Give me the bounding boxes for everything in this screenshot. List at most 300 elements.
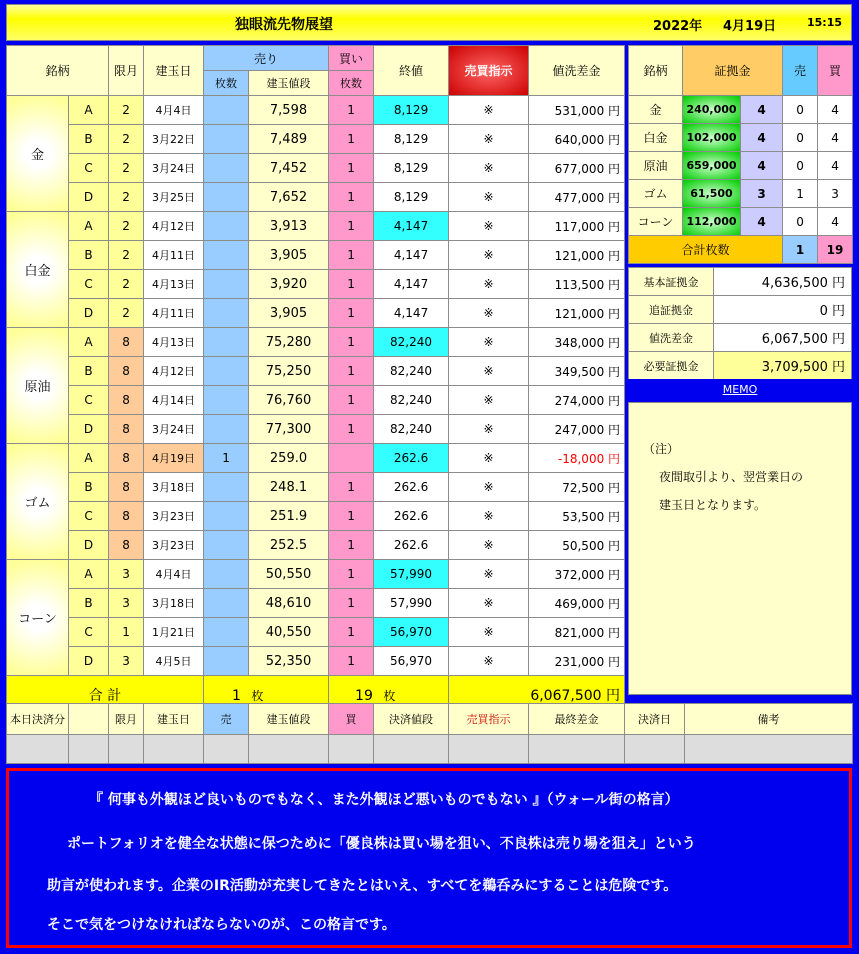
row-month: 8 (109, 386, 144, 415)
col-entry-price: 建玉値段 (249, 71, 329, 96)
row-buy-count: 1 (329, 125, 374, 154)
row-buy-count: 1 (329, 270, 374, 299)
row-sell-count: 1 (204, 444, 249, 473)
row-sell-count (204, 270, 249, 299)
row-diff: 677,000 円 (529, 154, 625, 183)
row-command: ※ (449, 125, 529, 154)
row-sell-count (204, 647, 249, 676)
table-row (7, 212, 625, 241)
header-year: 2022年 (653, 19, 703, 34)
side-buy: 4 (818, 96, 853, 124)
side-name: ゴム (629, 180, 683, 208)
row-label: C (69, 386, 109, 415)
col-date: 建玉日 (144, 46, 204, 96)
row-label: D (69, 415, 109, 444)
row-command: ※ (449, 357, 529, 386)
table-row (7, 589, 625, 618)
memo-line-1: （注） (643, 442, 680, 456)
row-close: 8,129 (374, 96, 449, 125)
side-cert: 240,000 (683, 96, 741, 124)
row-month: 2 (109, 270, 144, 299)
row-month: 8 (109, 473, 144, 502)
settle-header: 売 (204, 704, 249, 735)
row-entry-price: 40,550 (249, 618, 329, 647)
side-total-label: 合計枚数 (629, 236, 783, 264)
row-entry-price: 52,350 (249, 647, 329, 676)
row-entry-price: 259.0 (249, 444, 329, 473)
side-count: 3 (741, 180, 783, 208)
row-sell-count (204, 560, 249, 589)
row-close: 262.6 (374, 473, 449, 502)
row-buy-count: 1 (329, 531, 374, 560)
row-month: 2 (109, 241, 144, 270)
row-date: 3月23日 (144, 531, 204, 560)
row-buy-count: 1 (329, 473, 374, 502)
table-row (7, 241, 625, 270)
row-diff: 53,500 円 (529, 502, 625, 531)
row-buy-count (329, 444, 374, 473)
summary-table (628, 267, 852, 380)
settle-empty-cell (329, 735, 374, 764)
row-command: ※ (449, 96, 529, 125)
row-buy-count: 1 (329, 328, 374, 357)
totals-sell-unit: 枚 (251, 688, 264, 703)
summary-label: 基本証拠金 (629, 268, 714, 296)
settle-empty-cell (144, 735, 204, 764)
settle-empty-cell (204, 735, 249, 764)
table-row (7, 444, 625, 473)
row-entry-price: 7,452 (249, 154, 329, 183)
row-diff: 640,000 円 (529, 125, 625, 154)
side-count: 4 (741, 124, 783, 152)
row-month: 3 (109, 589, 144, 618)
row-close: 8,129 (374, 183, 449, 212)
row-label: B (69, 357, 109, 386)
settle-header: 決済日 (625, 704, 685, 735)
row-date: 3月22日 (144, 125, 204, 154)
settle-header: 建玉値段 (249, 704, 329, 735)
row-sell-count (204, 531, 249, 560)
table-row (7, 618, 625, 647)
row-buy-count: 1 (329, 502, 374, 531)
col-buy: 買い (329, 46, 374, 71)
side-name: 金 (629, 96, 683, 124)
row-close: 4,147 (374, 270, 449, 299)
row-sell-count (204, 299, 249, 328)
row-label: A (69, 212, 109, 241)
row-diff: 247,000 円 (529, 415, 625, 444)
row-buy-count: 1 (329, 415, 374, 444)
settle-empty-cell (374, 735, 449, 764)
row-sell-count (204, 241, 249, 270)
margin-table (628, 45, 853, 264)
settle-header: 建玉日 (144, 704, 204, 735)
summary-row (629, 296, 852, 324)
row-month: 8 (109, 531, 144, 560)
side-sell: 0 (783, 124, 818, 152)
row-diff: 348,000 円 (529, 328, 625, 357)
row-sell-count (204, 502, 249, 531)
row-buy-count: 1 (329, 299, 374, 328)
row-buy-count: 1 (329, 386, 374, 415)
row-entry-price: 252.5 (249, 531, 329, 560)
row-sell-count (204, 415, 249, 444)
row-entry-price: 3,905 (249, 299, 329, 328)
row-command: ※ (449, 183, 529, 212)
row-date: 4月13日 (144, 328, 204, 357)
table-row (7, 560, 625, 589)
table-row (7, 647, 625, 676)
row-diff: 231,000 円 (529, 647, 625, 676)
row-close: 56,970 (374, 647, 449, 676)
row-date: 4月19日 (144, 444, 204, 473)
memo-link[interactable]: MEMO (628, 379, 852, 401)
quote-line-4: そこで気をつけなければならないのが、この格言です。 (47, 917, 396, 933)
row-command: ※ (449, 328, 529, 357)
row-date: 3月24日 (144, 154, 204, 183)
side-name: 原油 (629, 152, 683, 180)
row-buy-count: 1 (329, 589, 374, 618)
row-close: 56,970 (374, 618, 449, 647)
row-entry-price: 77,300 (249, 415, 329, 444)
quote-line-2: ポートフォリオを健全な状態に保つために「優良株は買い場を狙い、不良株は売り場を狙え」という (67, 836, 696, 852)
memo-line-3: 建玉日となります。 (659, 498, 767, 512)
row-date: 1月21日 (144, 618, 204, 647)
settle-empty-cell (109, 735, 144, 764)
col-diff: 値洗差金 (529, 46, 625, 96)
table-row (7, 270, 625, 299)
summary-row (629, 268, 852, 296)
summary-value: 6,067,500 円 (714, 324, 852, 352)
row-label: C (69, 502, 109, 531)
settle-header: 備考 (685, 704, 853, 735)
row-diff: 121,000 円 (529, 299, 625, 328)
summary-value: 3,709,500 円 (714, 352, 852, 380)
row-diff: 372,000 円 (529, 560, 625, 589)
settle-header: 本日決済分 (7, 704, 69, 735)
side-col-cert: 証拠金 (683, 46, 783, 96)
row-date: 3月24日 (144, 415, 204, 444)
row-date: 4月4日 (144, 560, 204, 589)
col-buy-count: 枚数 (329, 71, 374, 96)
header-date: 4月19日 (723, 19, 777, 34)
settle-empty-cell (7, 735, 69, 764)
row-buy-count: 1 (329, 183, 374, 212)
row-sell-count (204, 357, 249, 386)
row-close: 4,147 (374, 212, 449, 241)
side-name: コーン (629, 208, 683, 236)
row-diff: 477,000 円 (529, 183, 625, 212)
table-row (7, 386, 625, 415)
page-title: 独眼流先物展望 (235, 17, 333, 33)
side-sell: 1 (783, 180, 818, 208)
row-diff: 113,500 円 (529, 270, 625, 299)
row-buy-count: 1 (329, 647, 374, 676)
row-buy-count: 1 (329, 618, 374, 647)
side-row (629, 96, 853, 124)
table-row (7, 125, 625, 154)
row-label: B (69, 473, 109, 502)
table-row (7, 96, 625, 125)
row-buy-count: 1 (329, 96, 374, 125)
settle-header: 買 (329, 704, 374, 735)
row-date: 3月18日 (144, 589, 204, 618)
side-total-sell: 1 (783, 236, 818, 264)
row-diff: 72,500 円 (529, 473, 625, 502)
side-buy: 4 (818, 152, 853, 180)
summary-row (629, 352, 852, 380)
row-label: A (69, 328, 109, 357)
commodity-name: ゴム (7, 444, 69, 560)
col-close: 終値 (374, 46, 449, 96)
commodity-name: 白金 (7, 212, 69, 328)
row-sell-count (204, 212, 249, 241)
settle-empty-cell (625, 735, 685, 764)
col-month: 限月 (109, 46, 144, 96)
row-month: 2 (109, 299, 144, 328)
row-command: ※ (449, 589, 529, 618)
commodity-name: コーン (7, 560, 69, 676)
row-label: A (69, 96, 109, 125)
row-date: 3月18日 (144, 473, 204, 502)
row-command: ※ (449, 531, 529, 560)
row-diff: 121,000 円 (529, 241, 625, 270)
side-buy: 4 (818, 124, 853, 152)
settle-header: 最終差金 (529, 704, 625, 735)
summary-row (629, 324, 852, 352)
row-entry-price: 76,760 (249, 386, 329, 415)
settle-empty-cell (249, 735, 329, 764)
row-entry-price: 3,913 (249, 212, 329, 241)
row-label: D (69, 647, 109, 676)
row-sell-count (204, 154, 249, 183)
row-entry-price: 48,610 (249, 589, 329, 618)
row-command: ※ (449, 560, 529, 589)
row-command: ※ (449, 444, 529, 473)
row-diff: 50,500 円 (529, 531, 625, 560)
side-sell: 0 (783, 96, 818, 124)
row-entry-price: 75,250 (249, 357, 329, 386)
settle-header: 決済値段 (374, 704, 449, 735)
row-command: ※ (449, 415, 529, 444)
row-sell-count (204, 386, 249, 415)
side-buy: 3 (818, 180, 853, 208)
title-bar (6, 4, 852, 41)
row-entry-price: 3,920 (249, 270, 329, 299)
row-label: C (69, 154, 109, 183)
totals-label: 合 計 (7, 676, 204, 715)
quote-box (6, 768, 852, 948)
col-sell-count: 枚数 (204, 71, 249, 96)
row-command: ※ (449, 386, 529, 415)
row-close: 82,240 (374, 328, 449, 357)
row-sell-count (204, 125, 249, 154)
side-cert: 112,000 (683, 208, 741, 236)
row-diff: 531,000 円 (529, 96, 625, 125)
summary-label: 値洗差金 (629, 324, 714, 352)
side-cert: 61,500 (683, 180, 741, 208)
settlement-table (6, 703, 853, 764)
memo-box (628, 402, 852, 695)
row-close: 262.6 (374, 444, 449, 473)
row-month: 2 (109, 125, 144, 154)
row-entry-price: 50,550 (249, 560, 329, 589)
row-month: 1 (109, 618, 144, 647)
side-row (629, 152, 853, 180)
table-row (7, 328, 625, 357)
row-close: 262.6 (374, 502, 449, 531)
row-label: D (69, 531, 109, 560)
row-date: 3月25日 (144, 183, 204, 212)
side-count: 4 (741, 152, 783, 180)
row-entry-price: 7,652 (249, 183, 329, 212)
row-command: ※ (449, 154, 529, 183)
row-close: 262.6 (374, 531, 449, 560)
row-sell-count (204, 183, 249, 212)
row-month: 8 (109, 357, 144, 386)
row-sell-count (204, 328, 249, 357)
row-buy-count: 1 (329, 241, 374, 270)
row-close: 57,990 (374, 560, 449, 589)
row-entry-price: 3,905 (249, 241, 329, 270)
row-month: 2 (109, 154, 144, 183)
side-name: 白金 (629, 124, 683, 152)
side-total-buy: 19 (818, 236, 853, 264)
row-buy-count: 1 (329, 357, 374, 386)
row-label: D (69, 183, 109, 212)
row-month: 3 (109, 647, 144, 676)
summary-value: 0 円 (714, 296, 852, 324)
row-close: 4,147 (374, 241, 449, 270)
row-buy-count: 1 (329, 154, 374, 183)
row-date: 3月23日 (144, 502, 204, 531)
side-cert: 102,000 (683, 124, 741, 152)
row-diff: 349,500 円 (529, 357, 625, 386)
col-command: 売買指示 (449, 46, 529, 96)
row-label: C (69, 618, 109, 647)
table-row (7, 183, 625, 212)
quote-line-1: 『 何事も外観ほど良いものでもなく、また外観ほど悪いものでもない 』（ウォール街の格言） (89, 792, 679, 808)
settle-header: 限月 (109, 704, 144, 735)
row-diff: -18,000 円 (529, 444, 625, 473)
totals-diff: 6,067,500 円 (449, 676, 625, 715)
row-entry-price: 7,489 (249, 125, 329, 154)
settle-header: 売買指示 (449, 704, 529, 735)
row-label: A (69, 560, 109, 589)
settle-empty-cell (685, 735, 853, 764)
side-row (629, 180, 853, 208)
row-close: 82,240 (374, 357, 449, 386)
row-close: 8,129 (374, 125, 449, 154)
row-buy-count: 1 (329, 212, 374, 241)
totals-buy-count: 19 (355, 687, 373, 704)
row-month: 8 (109, 502, 144, 531)
summary-label: 必要証拠金 (629, 352, 714, 380)
side-col-name: 銘柄 (629, 46, 683, 96)
row-date: 4月12日 (144, 212, 204, 241)
row-date: 4月4日 (144, 96, 204, 125)
settle-header (69, 704, 109, 735)
commodity-name: 金 (7, 96, 69, 212)
row-buy-count: 1 (329, 560, 374, 589)
table-row (7, 473, 625, 502)
row-label: B (69, 241, 109, 270)
side-row (629, 124, 853, 152)
row-sell-count (204, 589, 249, 618)
table-row (7, 299, 625, 328)
row-entry-price: 251.9 (249, 502, 329, 531)
row-label: D (69, 299, 109, 328)
row-date: 4月11日 (144, 299, 204, 328)
row-sell-count (204, 473, 249, 502)
side-total-row (629, 236, 853, 264)
row-month: 8 (109, 444, 144, 473)
side-sell: 0 (783, 208, 818, 236)
totals-sell-count: 1 (232, 687, 241, 704)
side-buy: 4 (818, 208, 853, 236)
summary-label: 追証拠金 (629, 296, 714, 324)
quote-line-3: 助言が使われます。企業のIR活動が充実してきたとはいえ、すべてを鵜呑みにすることは危険です。 (47, 878, 678, 894)
col-sell: 売り (204, 46, 329, 71)
row-entry-price: 7,598 (249, 96, 329, 125)
row-close: 8,129 (374, 154, 449, 183)
summary-value: 4,636,500 円 (714, 268, 852, 296)
row-diff: 469,000 円 (529, 589, 625, 618)
settle-empty-cell (449, 735, 529, 764)
header-time: 15:15 (807, 16, 843, 29)
row-month: 2 (109, 212, 144, 241)
totals-buy-unit: 枚 (383, 688, 396, 703)
table-row (7, 531, 625, 560)
row-month: 3 (109, 560, 144, 589)
row-command: ※ (449, 270, 529, 299)
row-diff: 117,000 円 (529, 212, 625, 241)
settle-empty-cell (69, 735, 109, 764)
table-row (7, 154, 625, 183)
positions-table (6, 45, 625, 715)
row-close: 4,147 (374, 299, 449, 328)
side-col-buy: 買 (818, 46, 853, 96)
memo-line-2: 夜間取引より、翌営業日の (659, 470, 804, 484)
table-row (7, 502, 625, 531)
side-cert: 659,000 (683, 152, 741, 180)
row-sell-count (204, 618, 249, 647)
row-diff: 821,000 円 (529, 618, 625, 647)
row-close: 82,240 (374, 415, 449, 444)
row-diff: 274,000 円 (529, 386, 625, 415)
row-command: ※ (449, 299, 529, 328)
row-command: ※ (449, 212, 529, 241)
col-name: 銘柄 (7, 46, 109, 96)
table-row (7, 357, 625, 386)
settle-empty-cell (529, 735, 625, 764)
row-command: ※ (449, 647, 529, 676)
side-sell: 0 (783, 152, 818, 180)
row-close: 82,240 (374, 386, 449, 415)
commodity-name: 原油 (7, 328, 69, 444)
row-label: A (69, 444, 109, 473)
row-command: ※ (449, 241, 529, 270)
row-month: 2 (109, 96, 144, 125)
side-count: 4 (741, 96, 783, 124)
row-date: 4月12日 (144, 357, 204, 386)
row-label: B (69, 589, 109, 618)
row-label: B (69, 125, 109, 154)
row-close: 57,990 (374, 589, 449, 618)
row-date: 4月5日 (144, 647, 204, 676)
side-col-sell: 売 (783, 46, 818, 96)
row-command: ※ (449, 618, 529, 647)
